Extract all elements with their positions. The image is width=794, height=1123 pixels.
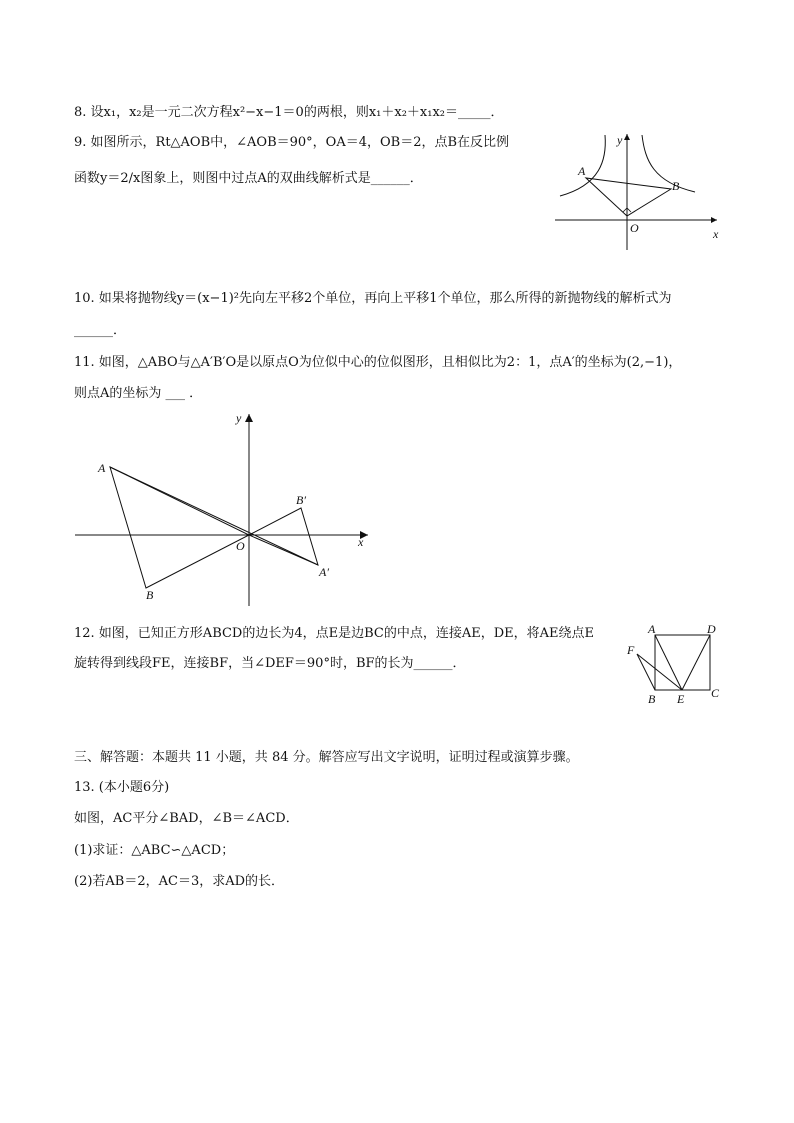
label-b: B (672, 179, 680, 193)
figure-q11-homothety (70, 408, 380, 608)
label-x: x (358, 535, 364, 549)
question-12-line-2: 旋转得到线段FE，连接BF，当∠DEF＝90°时，BF的长为______． (74, 656, 466, 671)
label-a: A (578, 164, 586, 178)
segment-bf (637, 654, 655, 690)
question-13-part-1: (1)求证：△ABC∽△ACD； (74, 843, 235, 858)
question-13-part-2: (2)若AB＝2，AC＝3，求AD的长． (74, 874, 285, 889)
label-b-prime: B′ (296, 493, 306, 507)
segment-a-a2 (110, 467, 318, 565)
label-y: y (236, 411, 242, 425)
figure-q12-square (620, 620, 730, 710)
label-a: A (98, 461, 106, 475)
label-o: O (236, 539, 245, 553)
question-11-line-1: 11. 如图，△ABO与△A′B′O是以原点O为位似中心的位似图形，且相似比为2：1，点A′的坐标为(2,−1)， (74, 355, 682, 370)
label-b: B (648, 692, 656, 706)
hyperbola-right-branch (642, 135, 695, 192)
label-f: F (627, 643, 635, 657)
label-b: B (146, 588, 154, 602)
figure-q12-svg (620, 620, 730, 710)
question-8: 8. 设x₁，x₂是一元二次方程x²−x−1＝0的两根，则x₁＋x₂＋x₁x₂＝_____． (74, 105, 504, 120)
triangle-a2b2o (249, 508, 318, 565)
question-11-line-2: 则点A的坐标为 ___ ． (74, 386, 203, 401)
triangle-aob (586, 178, 671, 216)
label-d: D (707, 622, 716, 636)
question-9-line-1: 9. 如图所示，Rt△AOB中，∠AOB＝90°，OA＝4，OB＝2，点B在反比例 (74, 135, 510, 150)
section-3-heading: 三、解答题：本题共 11 小题，共 84 分。解答应写出文字说明，证明过程或演算步骤。 (74, 750, 579, 765)
question-13-header: 13. (本小题6分) (74, 780, 170, 795)
label-a-prime: A′ (319, 565, 329, 579)
label-x: x (713, 227, 719, 241)
label-c: C (711, 686, 720, 700)
segment-de (682, 635, 710, 690)
label-e: E (677, 692, 685, 706)
label-a: A (648, 622, 656, 636)
question-10-line-2: ______． (74, 323, 127, 338)
question-9-line-2: 函数y＝2/x图象上，则图中过点A的双曲线解析式是______． (74, 171, 423, 186)
square-abcd (655, 635, 710, 690)
label-y: y (617, 133, 623, 147)
question-12-line-1: 12. 如图，已知正方形ABCD的边长为4，点E是边BC的中点，连接AE，DE，将AE绕点E (74, 626, 595, 641)
segment-ae (655, 635, 682, 690)
label-o: O (630, 221, 639, 235)
figure-q11-svg (70, 408, 380, 608)
figure-q9-hyperbola (545, 130, 725, 255)
figure-q9-svg (545, 130, 725, 255)
question-13-stem: 如图，AC平分∠BAD，∠B＝∠ACD． (74, 811, 299, 826)
segment-fe (637, 654, 682, 690)
triangle-abo (110, 467, 249, 588)
question-10-line-1: 10. 如果将抛物线y＝(x−1)²先向左平移2个单位，再向上平移1个单位，那么所得的新抛物线的解析式为 (74, 291, 672, 306)
